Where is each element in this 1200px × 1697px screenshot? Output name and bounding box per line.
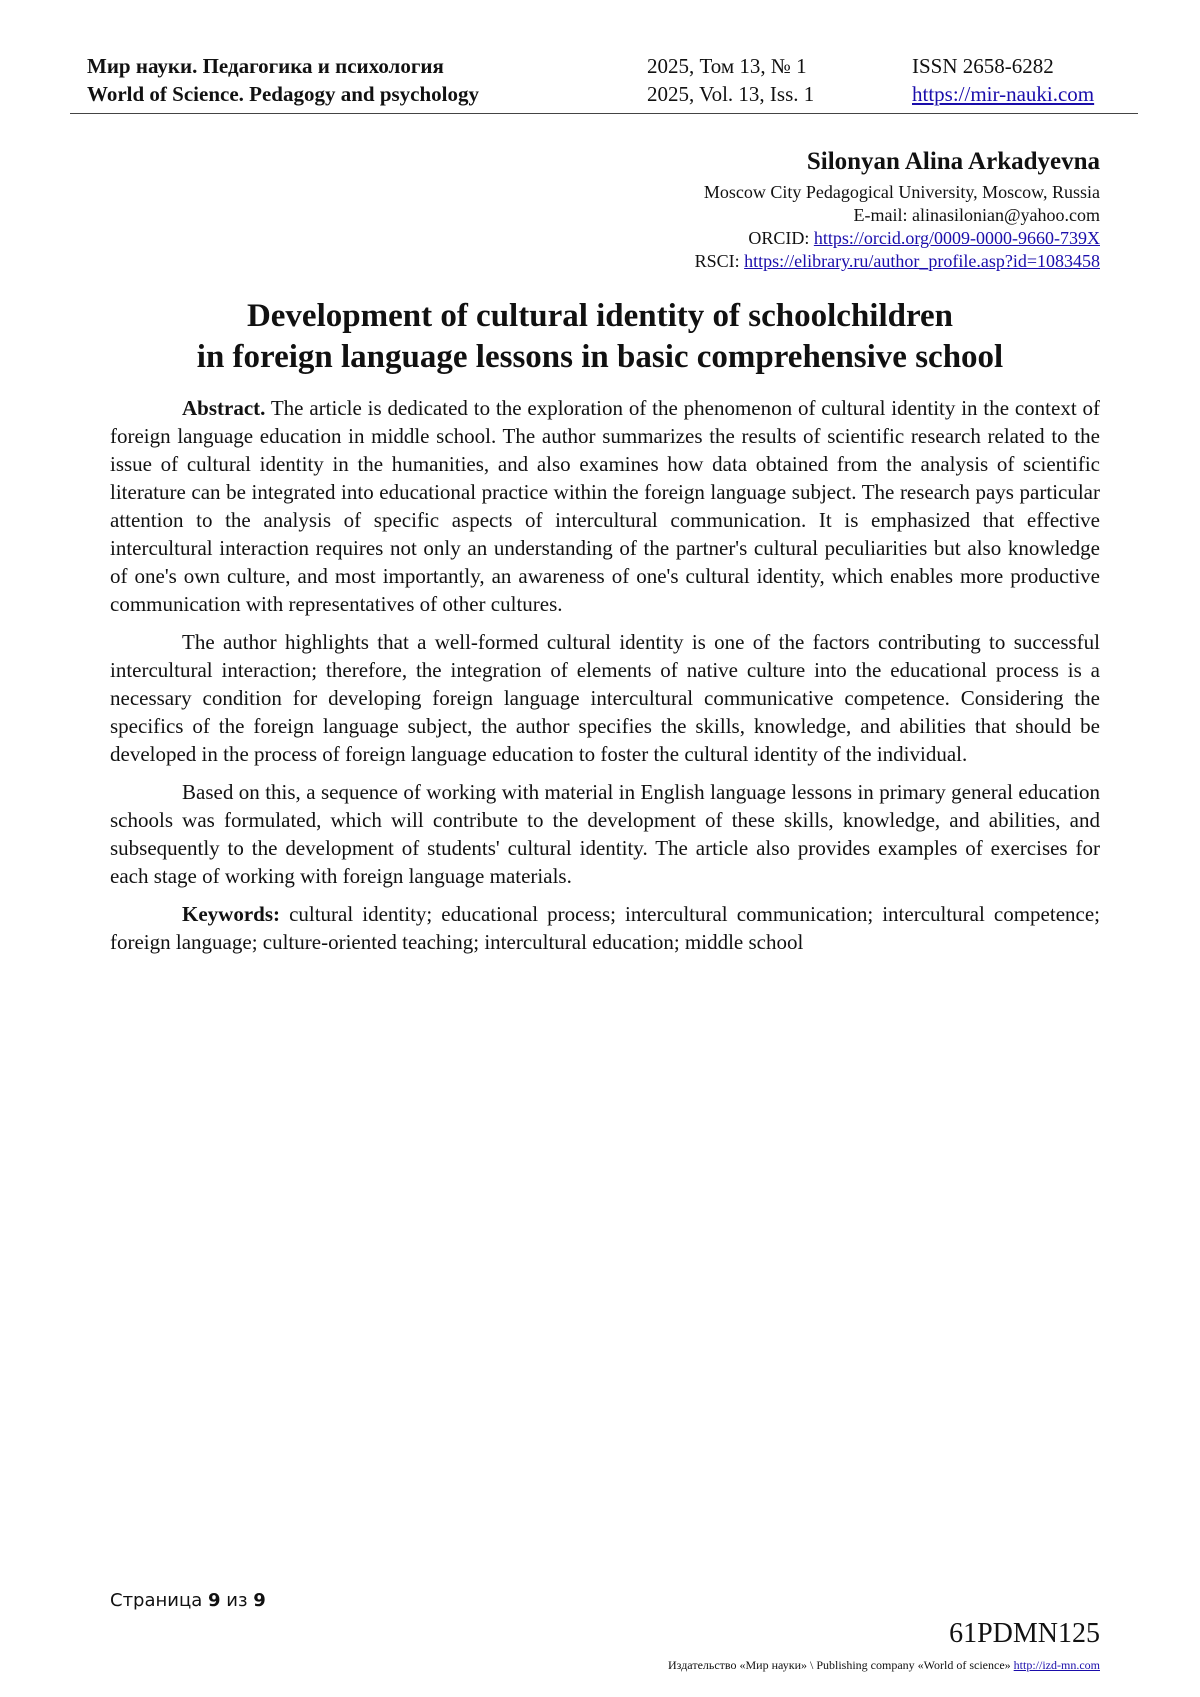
publisher-link[interactable]: http://izd-mn.com	[1013, 1658, 1100, 1672]
rsci-label: RSCI:	[694, 251, 740, 271]
author-rsci	[695, 250, 1100, 273]
publisher-text: Издательство «Мир науки» \ Publishing company «World of science»	[668, 1658, 1011, 1672]
header-row-ru	[87, 52, 1125, 80]
keywords-text: cultural identity; educational process; intercultural communication; intercultural competence; foreign language; culture-oriented teaching; intercultural education; middle school	[110, 902, 1100, 954]
author-email: E-mail: alinasilonian@yahoo.com	[853, 205, 1100, 225]
author-affiliation: Moscow City Pedagogical University, Moscow, Russia	[703, 182, 1100, 202]
page-word: Страница	[110, 1590, 203, 1611]
journal-header	[87, 52, 1125, 114]
author-orcid	[695, 227, 1100, 250]
page-current: 9	[208, 1590, 221, 1611]
abstract-paragraph-2: The author highlights that a well-formed cultural identity is one of the factors contributing to successful intercultural interaction; therefore, the integration of elements of native culture into the educational process is a necessary condition for developing foreign language intercultural communicative competence. Considering the specifics of the foreign language subject, the author specifies the skills, knowledge, and abilities that should be developed in the process of foreign language education to foster the cultural identity of the individual.	[110, 630, 1100, 766]
article-code: 61PDMN125	[949, 1618, 1100, 1649]
article-title-line-1: Development of cultural identity of schoolchildren	[246, 298, 954, 334]
author-name: Silonyan Alina Arkadyevna	[806, 148, 1100, 175]
article-title-line-2: in foreign language lessons in basic comprehensive school	[196, 339, 1004, 375]
abstract-text-1: The article is dedicated to the exploration of the phenomenon of cultural identity in the context of foreign language education in middle school. The author summarizes the results of scientific research related to the issue of cultural identity in the humanities, and also examines how data obtained from the analysis of scientific literature can be integrated into educational practice within the foreign language subject. The research pays particular attention to the analysis of specific aspects of intercultural communication. It is emphasized that effective intercultural interaction requires not only an understanding of the partner's cultural peculiarities but also knowledge of one's own culture, and most importantly, an awareness of one's cultural identity, which enables more productive communication with representatives of other cultures.	[110, 396, 1100, 616]
keywords-paragraph	[110, 900, 1100, 956]
abstract-paragraph-3: Based on this, a sequence of working with material in English language lessons in primary general education schools was formulated, which will contribute to the development of these skills, knowledge, and abilities, and subsequently to the development of students' cultural identity. The article also provides examples of exercises for each stage of working with foreign language materials.	[110, 780, 1100, 888]
abstract-paragraph-1	[110, 394, 1100, 618]
article-title	[100, 296, 1100, 378]
header-divider	[70, 113, 1138, 114]
header-row-en	[87, 80, 1125, 108]
orcid-label: ORCID:	[748, 228, 810, 248]
keywords-label: Keywords:	[182, 902, 280, 926]
orcid-link[interactable]: https://orcid.org/0009-0000-9660-739X	[813, 228, 1100, 248]
publisher-line	[668, 1657, 1100, 1673]
issn: ISSN 2658-6282	[912, 54, 1054, 78]
journal-website-link[interactable]: https://mir-nauki.com	[912, 82, 1095, 106]
journal-title-en: World of Science. Pedagogy and psychology	[87, 82, 480, 106]
rsci-link[interactable]: https://elibrary.ru/author_profile.asp?id=1083458	[744, 251, 1100, 271]
abstract-section	[110, 394, 1100, 966]
page-counter	[110, 1589, 266, 1613]
abstract-label: Abstract.	[182, 396, 266, 420]
journal-title-ru: Мир науки. Педагогика и психология	[87, 54, 444, 78]
page-of: из	[226, 1590, 248, 1611]
issue-ru: 2025, Том 13, № 1	[647, 54, 807, 78]
issue-en: 2025, Vol. 13, Iss. 1	[647, 82, 815, 106]
author-block	[695, 145, 1100, 273]
page-total: 9	[253, 1590, 266, 1611]
